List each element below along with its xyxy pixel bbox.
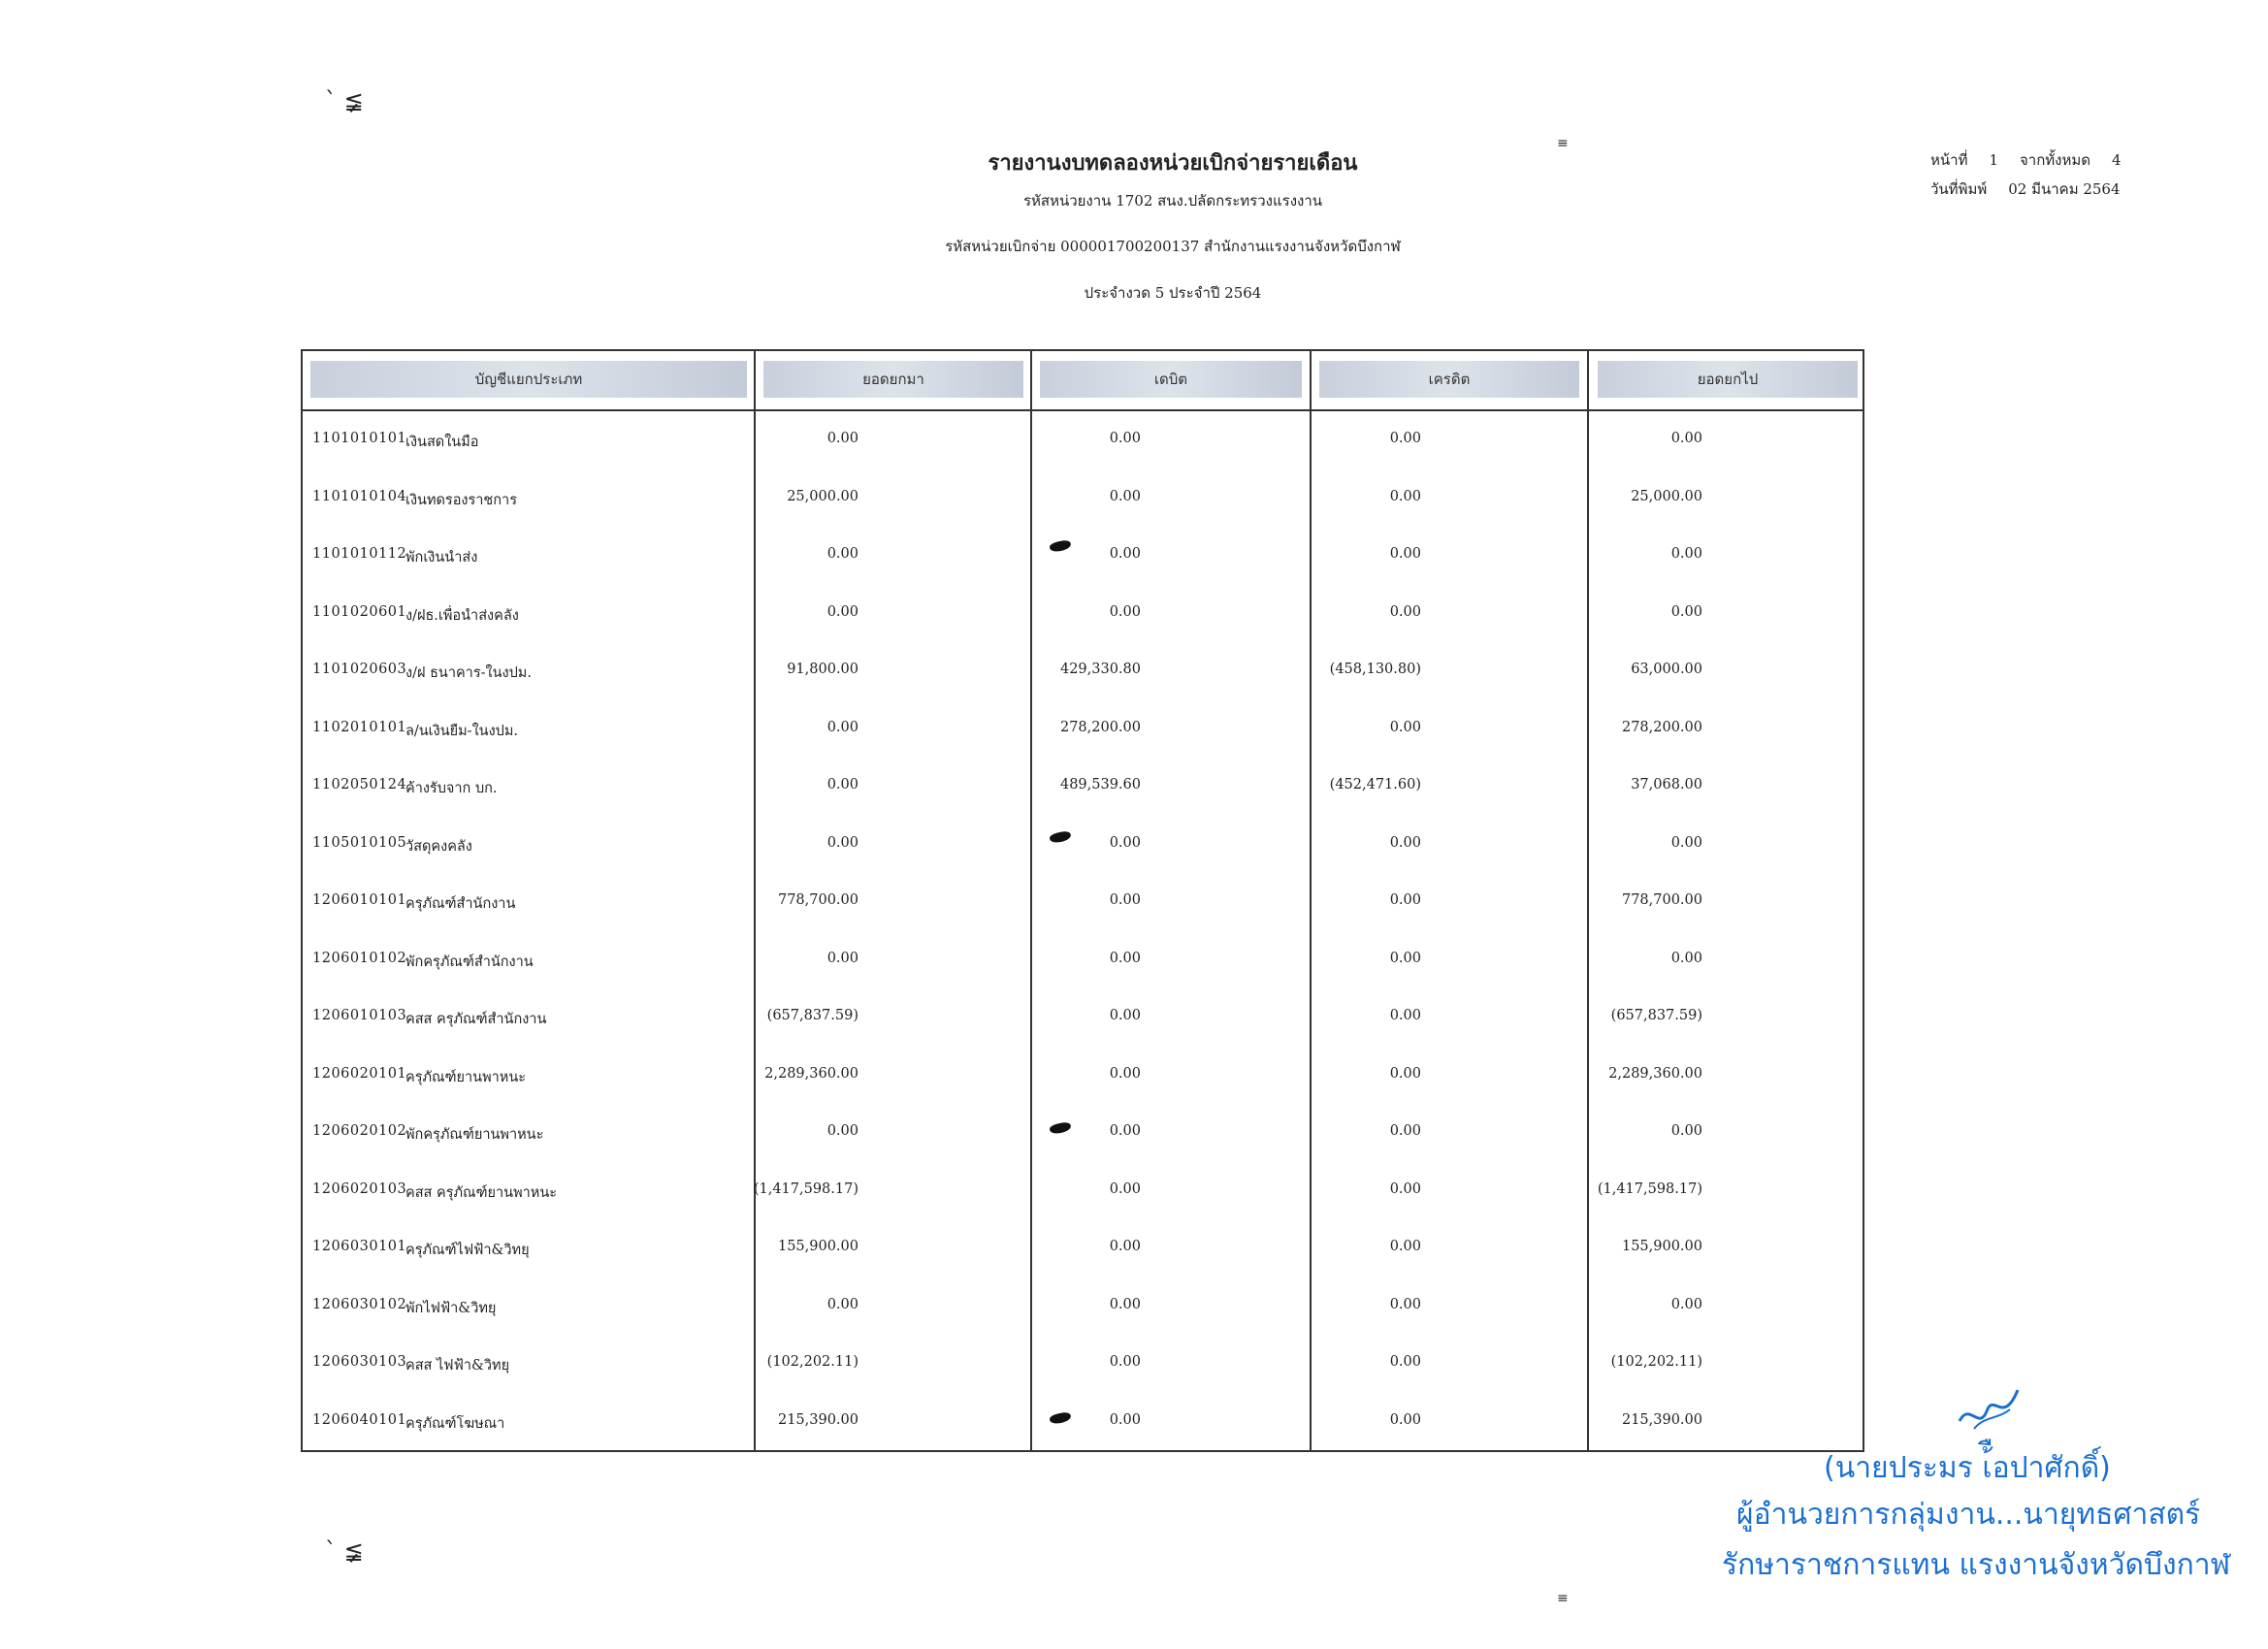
print-date-label: วันที่พิมพ์: [1930, 180, 1988, 198]
period-line: ประจำงวด 5 ประจำปี 2564: [1084, 284, 1262, 302]
print-date: 02 มีนาคม 2564: [2008, 180, 2121, 198]
brought-forward-value: 0.00: [826, 834, 859, 851]
carried-forward-value: 215,390.00: [1621, 1411, 1702, 1428]
account-code: 1105010105: [312, 834, 407, 851]
carried-forward-value: 0.00: [1670, 1123, 1702, 1139]
credit-value: 0.00: [1389, 1123, 1421, 1139]
total-pages: 4: [2112, 151, 2122, 169]
account-code: 1101020601: [312, 603, 407, 620]
brought-forward-value: 0.00: [826, 1123, 859, 1139]
credit-value: 0.00: [1389, 431, 1421, 446]
carried-forward-value: (1,417,598.17): [1597, 1180, 1702, 1197]
credit-value: 0.00: [1389, 488, 1421, 504]
brought-forward-value: 91,800.00: [787, 662, 859, 677]
carried-forward-value: 778,700.00: [1621, 892, 1702, 908]
brought-forward-value: 0.00: [826, 546, 859, 562]
account-name: เงินทดรองราชการ: [405, 492, 517, 508]
account-name: พักเงินนำส่ง: [405, 550, 478, 566]
account-code: 1206020101: [312, 1065, 407, 1082]
account-name: ล/นเงินยืม-ในงปม.: [405, 723, 519, 739]
account-name: พักครุภัณฑ์ยานพาหนะ: [405, 1127, 544, 1143]
signer-acting-position: รักษาราชการแทน แรงงานจังหวัดบึงกาฬ: [1722, 1548, 2231, 1582]
brought-forward-value: (657,837.59): [766, 1008, 859, 1023]
account-name: ค้างรับจาก บก.: [405, 781, 498, 796]
account-code: 1206010101: [312, 892, 407, 908]
credit-value: 0.00: [1389, 603, 1421, 620]
page-info: [1930, 146, 2143, 204]
brought-forward-value: 778,700.00: [777, 892, 859, 908]
credit-value: 0.00: [1389, 1411, 1421, 1428]
debit-value: 0.00: [1109, 1354, 1141, 1370]
credit-value: (452,471.60): [1329, 777, 1421, 792]
credit-value: 0.00: [1389, 1180, 1421, 1197]
account-name: ง/ฝธ.เพื่อนำส่งคลัง: [405, 607, 519, 624]
total-label: จากทั้งหมด: [2020, 151, 2091, 169]
carried-forward-value: (102,202.11): [1610, 1354, 1702, 1370]
carried-forward-value: 0.00: [1670, 950, 1702, 966]
brought-forward-value: 155,900.00: [777, 1239, 859, 1254]
account-code: 1206010102: [312, 950, 407, 966]
scan-mark: ≡: [1557, 1591, 1569, 1606]
carried-forward-value: 63,000.00: [1631, 662, 1702, 677]
table-row: [303, 411, 1863, 469]
carried-forward-value: 0.00: [1670, 1296, 1702, 1312]
debit-value: 0.00: [1109, 1180, 1141, 1197]
carried-forward-value: 0.00: [1670, 431, 1702, 446]
debit-value: 0.00: [1109, 1123, 1141, 1139]
account-code: 1102050124: [312, 777, 407, 792]
account-name: คสส ไฟฟ้า&วิทยุ: [405, 1358, 510, 1374]
debit-value: 489,539.60: [1059, 777, 1141, 792]
brought-forward-value: 215,390.00: [777, 1411, 859, 1428]
credit-value: 0.00: [1389, 546, 1421, 562]
table-row: [303, 1047, 1863, 1105]
debit-value: 0.00: [1109, 1008, 1141, 1023]
debit-value: 0.00: [1109, 1239, 1141, 1254]
header-carried-forward: ยอดยกไป: [1598, 361, 1858, 398]
handwritten-signature-icon: [1950, 1382, 2027, 1440]
carried-forward-value: 0.00: [1670, 546, 1702, 562]
account-code: 1101010112: [312, 546, 407, 562]
account-code: 1206020102: [312, 1123, 407, 1139]
debit-value: 0.00: [1109, 834, 1141, 851]
credit-value: 0.00: [1389, 1354, 1421, 1370]
table-row: [303, 873, 1863, 931]
credit-value: (458,130.80): [1329, 662, 1421, 677]
credit-value: 0.00: [1389, 1065, 1421, 1082]
table-row: [303, 700, 1863, 759]
account-name: ครุภัณฑ์สำนักงาน: [405, 896, 516, 912]
table-row: [303, 1335, 1863, 1393]
debit-value: 278,200.00: [1059, 719, 1141, 735]
account-code: 1206030102: [312, 1296, 407, 1312]
credit-value: 0.00: [1389, 834, 1421, 851]
brought-forward-value: 0.00: [826, 1296, 859, 1312]
account-code: 1206040101: [312, 1411, 407, 1428]
table-row: [303, 758, 1863, 816]
scan-mark: ˋ ≨: [325, 1537, 364, 1565]
credit-value: 0.00: [1389, 1239, 1421, 1254]
debit-value: 0.00: [1109, 950, 1141, 966]
brought-forward-value: 2,289,360.00: [764, 1065, 859, 1082]
debit-value: 429,330.80: [1059, 662, 1141, 677]
account-code: 1101010101: [312, 431, 407, 446]
header-account: บัญชีแยกประเภท: [310, 361, 747, 398]
carried-forward-value: 155,900.00: [1621, 1239, 1702, 1254]
account-name: พักไฟฟ้า&วิทยุ: [405, 1300, 497, 1316]
brought-forward-value: 0.00: [826, 950, 859, 966]
signer-position: ผู้อำนวยการกลุ่มงาน...นายุทธศาสตร์: [1736, 1498, 2201, 1532]
table-row: [303, 1277, 1863, 1336]
table-row: [303, 1393, 1863, 1451]
debit-value: 0.00: [1109, 1065, 1141, 1082]
account-code: 1206030103: [312, 1354, 407, 1370]
table-row: [303, 1162, 1863, 1220]
table-row: [303, 816, 1863, 874]
scan-mark: ≡: [1557, 136, 1569, 151]
brought-forward-value: 0.00: [826, 719, 859, 735]
table-row: [303, 988, 1863, 1047]
brought-forward-value: 0.00: [826, 777, 859, 792]
credit-value: 0.00: [1389, 1008, 1421, 1023]
unit-line: รหัสหน่วยเบิกจ่าย 000001700200137 สำนักงานแรงงานจังหวัดบึงกาฬ: [945, 238, 1401, 255]
brought-forward-value: 0.00: [826, 603, 859, 620]
debit-value: 0.00: [1109, 1296, 1141, 1312]
brought-forward-value: (102,202.11): [766, 1354, 859, 1370]
header-credit: เครดิต: [1319, 361, 1579, 398]
table-row: [303, 527, 1863, 585]
account-code: 1206020103: [312, 1180, 407, 1197]
brought-forward-value: (1,417,598.17): [753, 1180, 859, 1197]
page-label: หน้าที่: [1930, 151, 1968, 169]
page-number: 1: [1989, 151, 1998, 169]
account-name: ครุภัณฑ์โฆษณา: [405, 1415, 505, 1432]
table-row: [303, 1219, 1863, 1277]
account-code: 1206030101: [312, 1239, 407, 1254]
account-name: ครุภัณฑ์ยานพาหนะ: [405, 1069, 527, 1085]
carried-forward-value: 37,068.00: [1631, 777, 1702, 792]
agency-line: รหัสหน่วยงาน 1702 สนง.ปลัดกระทรวงแรงงาน: [1022, 192, 1323, 210]
debit-value: 0.00: [1109, 546, 1141, 562]
credit-value: 0.00: [1389, 719, 1421, 735]
scan-mark: ˋ ≨: [325, 87, 364, 114]
table-row: [303, 931, 1863, 989]
header-debit: เดบิต: [1040, 361, 1302, 398]
report-title: รายงานงบทดลองหน่วยเบิกจ่ายรายเดือน: [988, 150, 1358, 176]
account-name: วัสดุคงคลัง: [405, 838, 472, 855]
account-code: 1101010104: [312, 488, 407, 504]
header-brought-forward: ยอดยกมา: [763, 361, 1023, 398]
debit-value: 0.00: [1109, 1411, 1141, 1428]
account-name: เงินสดในมือ: [405, 435, 479, 450]
carried-forward-value: 0.00: [1670, 603, 1702, 620]
account-code: 1101020603: [312, 662, 407, 677]
signer-name: (นายประมร เ้ือปาศักดิ์): [1824, 1451, 2111, 1485]
account-code: 1102010101: [312, 719, 407, 735]
account-name: ง/ฝ ธนาคาร-ในงปม.: [405, 665, 532, 681]
account-name: คสส ครุภัณฑ์สำนักงาน: [405, 1012, 547, 1027]
credit-value: 0.00: [1389, 1296, 1421, 1312]
table-row: [303, 642, 1863, 700]
account-name: พักครุภัณฑ์สำนักงาน: [405, 954, 534, 970]
debit-value: 0.00: [1109, 488, 1141, 504]
brought-forward-value: 25,000.00: [787, 488, 859, 504]
brought-forward-value: 0.00: [826, 431, 859, 446]
account-name: ครุภัณฑ์ไฟฟ้า&วิทยุ: [405, 1243, 530, 1258]
table-row: [303, 1104, 1863, 1162]
account-name: คสส ครุภัณฑ์ยานพาหนะ: [405, 1184, 558, 1201]
credit-value: 0.00: [1389, 950, 1421, 966]
carried-forward-value: 25,000.00: [1631, 488, 1702, 504]
carried-forward-value: (657,837.59): [1610, 1008, 1702, 1023]
carried-forward-value: 0.00: [1670, 834, 1702, 851]
credit-value: 0.00: [1389, 892, 1421, 908]
debit-value: 0.00: [1109, 603, 1141, 620]
table-row: [303, 585, 1863, 643]
debit-value: 0.00: [1109, 431, 1141, 446]
carried-forward-value: 278,200.00: [1621, 719, 1702, 735]
table-row: [303, 469, 1863, 528]
carried-forward-value: 2,289,360.00: [1608, 1065, 1702, 1082]
debit-value: 0.00: [1109, 892, 1141, 908]
account-code: 1206010103: [312, 1008, 407, 1023]
